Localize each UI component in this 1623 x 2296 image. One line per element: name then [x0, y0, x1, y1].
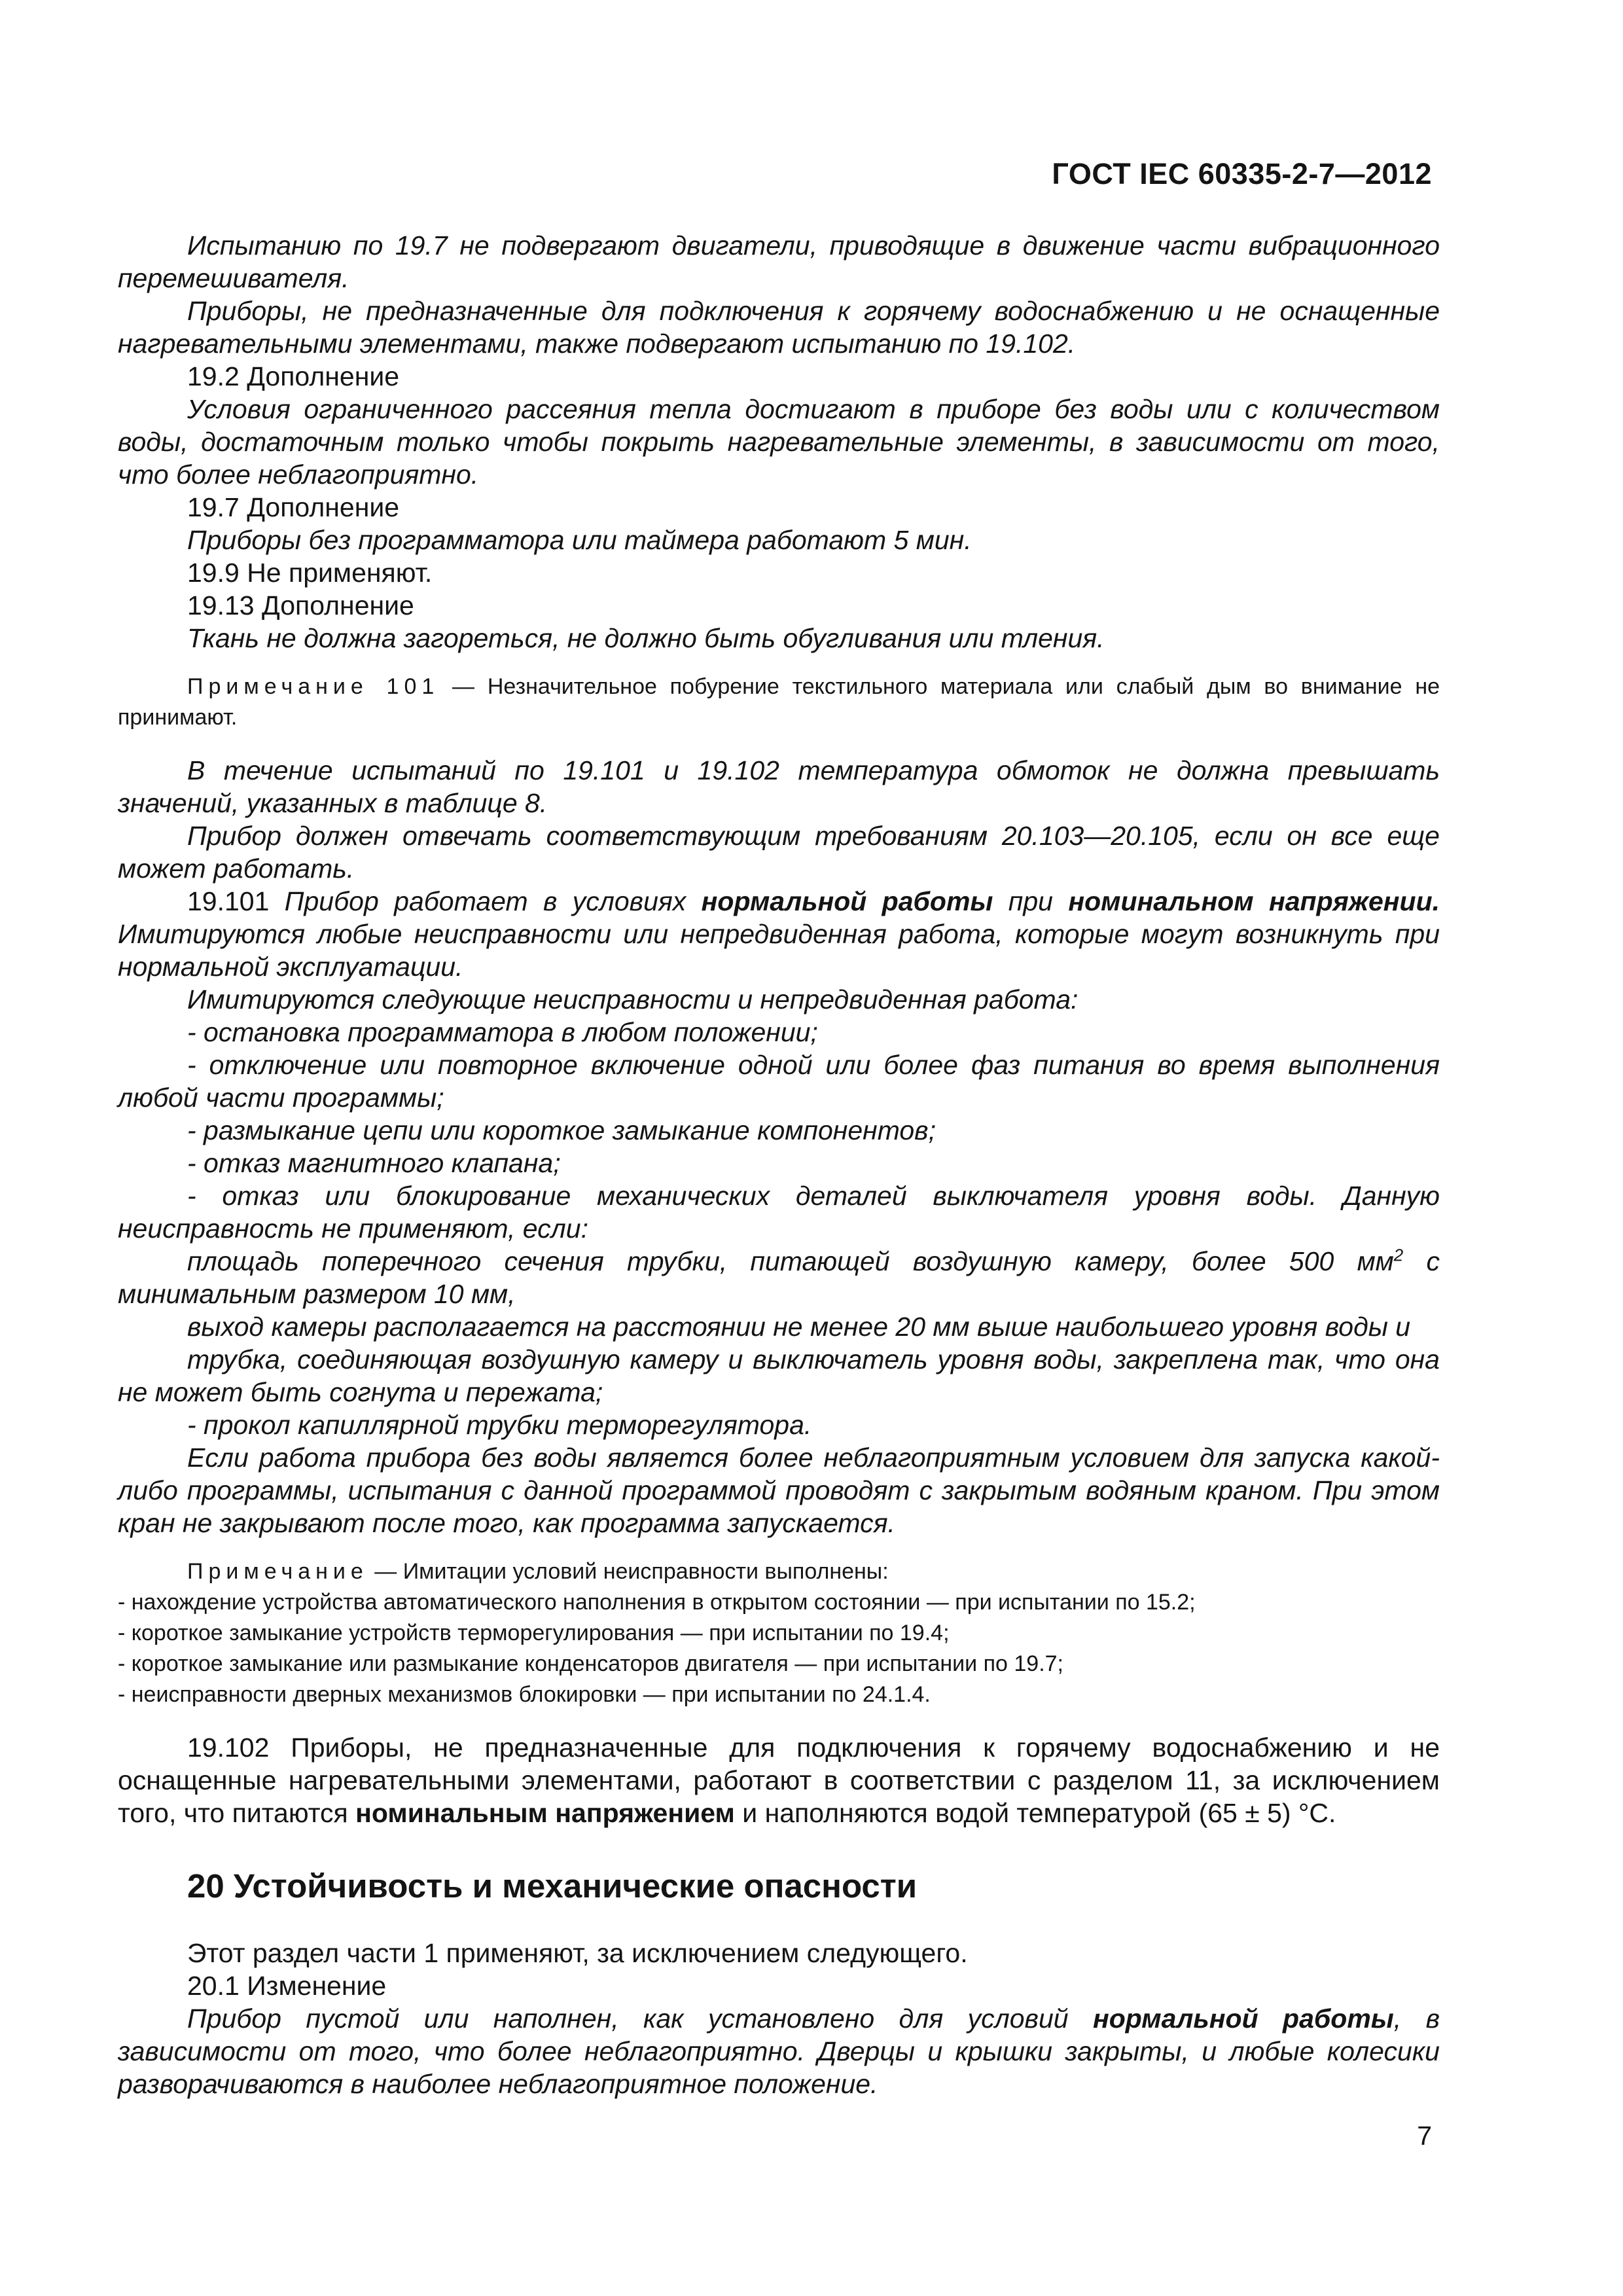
paragraph: Имитируются следующие неисправности и непредвиденная работа:: [187, 984, 1079, 1014]
list-item: - остановка программатора в любом положении;: [187, 1017, 818, 1047]
clause-text: и наполняются водой температурой (65 ± 5) °C.: [734, 1798, 1336, 1828]
note-text: — Имитации условий неисправности выполнены:: [368, 1559, 889, 1584]
list-item: - отказ магнитного клапана;: [187, 1148, 561, 1178]
note-fault-conditions: [118, 1556, 1440, 1710]
list-item: - размыкание цепи или короткое замыкание компонентов;: [187, 1115, 936, 1145]
defined-term: номинальным напряжением: [355, 1798, 735, 1828]
note-list-item: - короткое замыкание устройств терморегулирования — при испытании по 19.4;: [118, 1621, 950, 1645]
condition-text: с минимальным размером 10 мм,: [118, 1246, 1440, 1309]
paragraph: Приборы, не предназначенные для подключения к горячему водоснабжению и не оснащенные нагревательными элементами, также подвергают испытанию по 19.102.: [118, 296, 1440, 359]
defined-term: нормальной работы: [701, 886, 993, 916]
list-item: - отключение или повторное включение одной или более фаз питания во время выполнения любой части программы;: [118, 1050, 1440, 1113]
document-body: [118, 229, 1440, 2100]
condition: [118, 1245, 1440, 1310]
note-label: Примечание: [187, 1559, 368, 1584]
note-heading: [118, 1556, 1440, 1587]
condition: выход камеры располагается на расстоянии не менее 20 мм выше наибольшего уровня воды и: [187, 1312, 1411, 1342]
note-list-item: - нахождение устройства автоматического наполнения в открытом состоянии — при испытании по 15.2;: [118, 1590, 1196, 1615]
note-list-item: - короткое замыкание или размыкание конденсаторов двигателя — при испытании по 19.7;: [118, 1651, 1063, 1676]
clause-title-19-9: 19.9 Не применяют.: [187, 558, 433, 588]
clause-title-20-1: 20.1 Изменение: [187, 1971, 387, 2001]
clause-text: 19.102 Приборы, не предназначенные для подключения к горячему водоснабжению и не оснащенные нагревательными элементами, работают в соответствии с разделом 11, за исключением того, что питаются: [118, 1732, 1440, 1828]
page-number: 7: [1417, 2121, 1432, 2151]
clause-title-19-2: 19.2 Дополнение: [187, 361, 400, 391]
clause-text: Имитируются любые неисправности или непредвиденная работа, которые могут возникнуть при нормальной эксплуатации.: [118, 919, 1440, 982]
paragraph: Если работа прибора без воды является более неблагоприятным условием для запуска какой-либо программы, испытания с данной программой проводят с закрытым водяным краном. При этом кран не закрывают после того, как программа запускается.: [118, 1443, 1440, 1538]
condition-text: площадь поперечного сечения трубки, питающей воздушную камеру, более 500 мм: [187, 1246, 1394, 1276]
paragraph: Приборы без программатора или таймера работают 5 мин.: [187, 525, 972, 555]
clause-19-102: [118, 1731, 1440, 1829]
section-intro: Этот раздел части 1 применяют, за исключением следующего.: [187, 1938, 968, 1968]
clause-text: Прибор пустой или наполнен, как установлено для условий: [187, 2003, 1093, 2034]
paragraph: Условия ограниченного рассеяния тепла достигают в приборе без воды или с количеством воды, достаточным только чтобы покрыть нагревательные элементы, в зависимости от того, что более неблагоприятно.: [118, 394, 1440, 490]
defined-term: нормальной работы: [1092, 2003, 1394, 2034]
note-101: [118, 672, 1440, 733]
clause-text: при: [993, 886, 1069, 916]
superscript: 2: [1393, 1245, 1404, 1265]
paragraph: В течение испытаний по 19.101 и 19.102 температура обмоток не должна превышать значений, указанных в таблице 8.: [118, 755, 1440, 818]
note-label: Примечание 101: [187, 674, 440, 699]
clause-20-1-text: [118, 2002, 1440, 2100]
defined-term: номинальном напряжении.: [1068, 886, 1440, 916]
paragraph: Испытанию по 19.7 не подвергают двигатели, приводящие в движение части вибрационного перемешивателя.: [118, 230, 1440, 293]
note-list-item: - неисправности дверных механизмов блокировки — при испытании по 24.1.4.: [118, 1682, 931, 1707]
clause-title-19-7: 19.7 Дополнение: [187, 492, 400, 522]
clause-text: , в зависимости от того, что более неблагоприятно. Дверцы и крышки закрыты, и любые колесики разворачиваются в наиболее неблагоприятное положение.: [118, 2003, 1440, 2099]
standard-code-header: ГОСТ IEC 60335-2-7—2012: [1052, 157, 1432, 190]
clause-title-19-13: 19.13 Дополнение: [187, 590, 414, 620]
note-text: — Незначительное побурение текстильного материала или слабый дым во внимание не принимают.: [118, 674, 1440, 730]
paragraph: Ткань не должна загореться, не должно быть обугливания или тления.: [187, 623, 1105, 653]
clause-19-101: [118, 885, 1440, 983]
clause-number: 19.101: [187, 886, 285, 916]
clause-text: Прибор работает в условиях: [284, 886, 702, 916]
section-heading-20: 20 Устойчивость и механические опасности: [187, 1867, 918, 1905]
condition: трубка, соединяющая воздушную камеру и выключатель уровня воды, закреплена так, что она не может быть согнута и пережата;: [118, 1344, 1440, 1407]
list-item: - отказ или блокирование механических деталей выключателя уровня воды. Данную неисправность не применяют, если:: [118, 1181, 1440, 1244]
paragraph: Прибор должен отвечать соответствующим требованиям 20.103—20.105, если он все еще может работать.: [118, 821, 1440, 884]
list-item: - прокол капиллярной трубки терморегулятора.: [187, 1410, 812, 1440]
